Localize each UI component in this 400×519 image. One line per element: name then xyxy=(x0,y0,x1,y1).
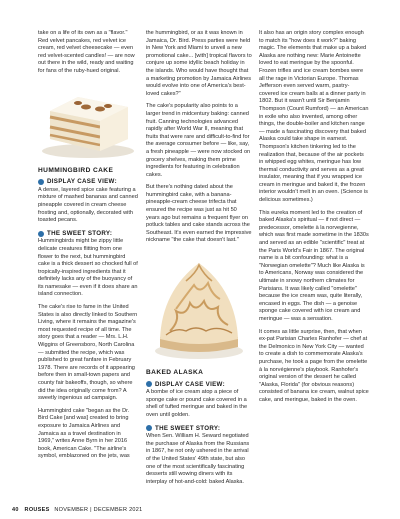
paragraph: It comes as little surprise, then, that when ex-pat Parisian Charles Ranhofer — chef at the Delmonico in New York City — wanted to create a dish to commemorate Alaska's purchase, he took a page from the omelette à la norvégienne's playbook. Ranhofer's original version of the dessert he called "Alaska, Florida" (for obvious reasons) consisted of banana ice cream, walnut spice cake, and meringue, baked in the oven. xyxy=(259,328,369,403)
paragraph: When Sen. William H. Seward negotiated the purchase of Alaska from the Russians in 1867, he not only ushered in the arrival of the United States' 49th state, but also one of the most scientifically fascinating desserts still wowing diners with its interplay of hot-and-cold: baked Alaska. xyxy=(146,433,250,485)
bullet-dot-icon xyxy=(38,231,44,237)
paragraph: It also has an origin story complex enough to match its "how does it work?" baking magic. The elements that make up a baked Alaska are nothing new: Marie Antoinette loved to eat meringue by the spoonful. Frozen trifles and ice cream bombes were all the rage in Victorian Europe. Thomas Jefferson even served warm, pastry-covered ice cream balls at a dinner party in 1802. But it wasn't until Sir Benjamin Thompson (Count Rumford) — an American in exile who also invented, among other things, the double-boiler and kitchen range — made a fascinating discovery that baked Alaska could take shape in earnest. Thompson's kitchen tinkering led to the realization that, because of the air pockets in whipped egg whites, meringue has low thermal conductivity and serves as a great insulator, meaning that if you wrapped ice cream in meringue and baked it, the frozen interior wouldn't melt in an oven. (Science is delicious sometimes.) xyxy=(259,30,369,204)
paragraph: A bombe of ice cream atop a piece of sponge cake or pound cake covered in a shell of tufted meringue and baked in the oven until golden. xyxy=(146,389,248,418)
paragraph: This eureka moment led to the creation of baked Alaska's spiritual — if not direct — predecessor, omelette à la norvegienne, which was first made sometime in the 1830s and served as an edible "scientific" treat at the Paris World's Fair in 1867. The original name is a bit confounding: what is a "Norwegian omelette"? Much like Alaska is to Americans, Norway was considered the ultimate in snowy northern climates for Parisians. It was likely called "omelette" because the ice cream was, quite literally, encased in eggs. The dish — a genoise sponge cake covered with ice cream and meringue — was a sensation. xyxy=(259,209,369,322)
paragraph: the hummingbird, or as it was known in Jamaica, Dr. Bird. Press parties were held in New York and Miami to unveil a new promotional cake... [with] tropical flavors to conjure up some idyllic beach holiday in the islands. Who would have thought that a marketing promotion by Jamaica Airlines would evolve into one of America's best-loved cakes?" xyxy=(146,30,252,97)
bullet-dot-icon xyxy=(38,179,44,185)
subhead-label: THE SWEET STORY: xyxy=(155,424,221,432)
column-2 xyxy=(146,30,252,491)
column-1 xyxy=(38,30,138,466)
baked-alaska-illustration xyxy=(146,251,252,363)
bullet-dot-icon xyxy=(146,381,152,387)
bullet-dot-icon xyxy=(146,425,152,431)
subhead-display-case xyxy=(146,381,252,389)
paragraph: But there's nothing dated about the hummingbird cake, with a banana-pineapple-cream cheese trifecta that ensured the recipe was just as hit 50 years ago but remains a frequent flyer on potluck tables and cake stands across the Southeast. It's even earned the impressive nickname "the cake that doesn't last." xyxy=(146,184,252,244)
page-number: 40 xyxy=(12,507,19,513)
paragraph: Hummingbird cake "began as the Dr. Bird Cake [and was] created to bring exposure to Jamaica Airlines and Jamaica as a travel destination in 1969," writes Anne Byrn in her 2016 book, American Cake. "The airline's symbol, emblazoned on the jets, was xyxy=(38,407,130,460)
issue-date: NOVEMBER | DECEMBER 2021 xyxy=(54,507,143,513)
subhead-sweet-story xyxy=(38,230,138,238)
paragraph: The cake's popularity also points to a larger trend in midcentury baking: canned fruit. Canning technologies advanced rapidly after World War II, meaning that fruits that were rare and difficult-to-find for the average consumer before — like, say, a fresh pineapple — were now stocked on grocery shelves, making them prime ingredients for featuring in celebration cakes. xyxy=(146,103,251,178)
subhead-display-case xyxy=(38,178,138,186)
paragraph: take on a life of its own as a "flavor." Red velvet pancakes, red velvet ice cream, red velvet cheesecake — even red velvet-scented candles! — are now out there in the wild, ready and waiting for fans of the ruby-hued original. xyxy=(38,30,135,74)
subhead-label: DISPLAY CASE VIEW: xyxy=(47,178,117,186)
section-title: HUMMINGBIRD CAKE xyxy=(38,166,114,174)
page-footer xyxy=(12,507,143,513)
paragraph: Hummingbirds might be zippy little delicate creatures flitting from one flower to the next, but hummingbird cake is a thick dessert so chocked full of tropically-inspired ingredients that it definitely lacks any of the buoyancy of its namesake — even if it does share an island connection. xyxy=(38,238,138,298)
paragraph: The cake's rise to fame in the United States is also directly linked to Southern Living, where it remains the magazine's most requested recipe of all time. The story goes that a reader — Mrs. L.H. Wiggins of Greensboro, North Carolina — submitted the recipe, which was published to great fanfare in February 1978. There are records of it appearing before then in small-town papers and county fair bakeoffs, though, so where did the idea originally come from? A sweetly ingenious ad campaign. xyxy=(38,304,138,402)
column-3 xyxy=(259,30,369,410)
hummingbird-cake-illustration xyxy=(38,81,138,161)
subhead-label: THE SWEET STORY: xyxy=(47,229,113,237)
subhead-label: DISPLAY CASE VIEW: xyxy=(155,380,225,388)
subhead-sweet-story xyxy=(146,425,252,433)
magazine-brand: ROUSES xyxy=(24,507,50,513)
paragraph: A dense, layered spice cake featuring a mixture of mashed bananas and canned pineapple covered in cream cheese frosting and, optionally, decorated with toasted pecans. xyxy=(38,186,138,224)
section-title: BAKED ALASKA xyxy=(146,369,204,377)
